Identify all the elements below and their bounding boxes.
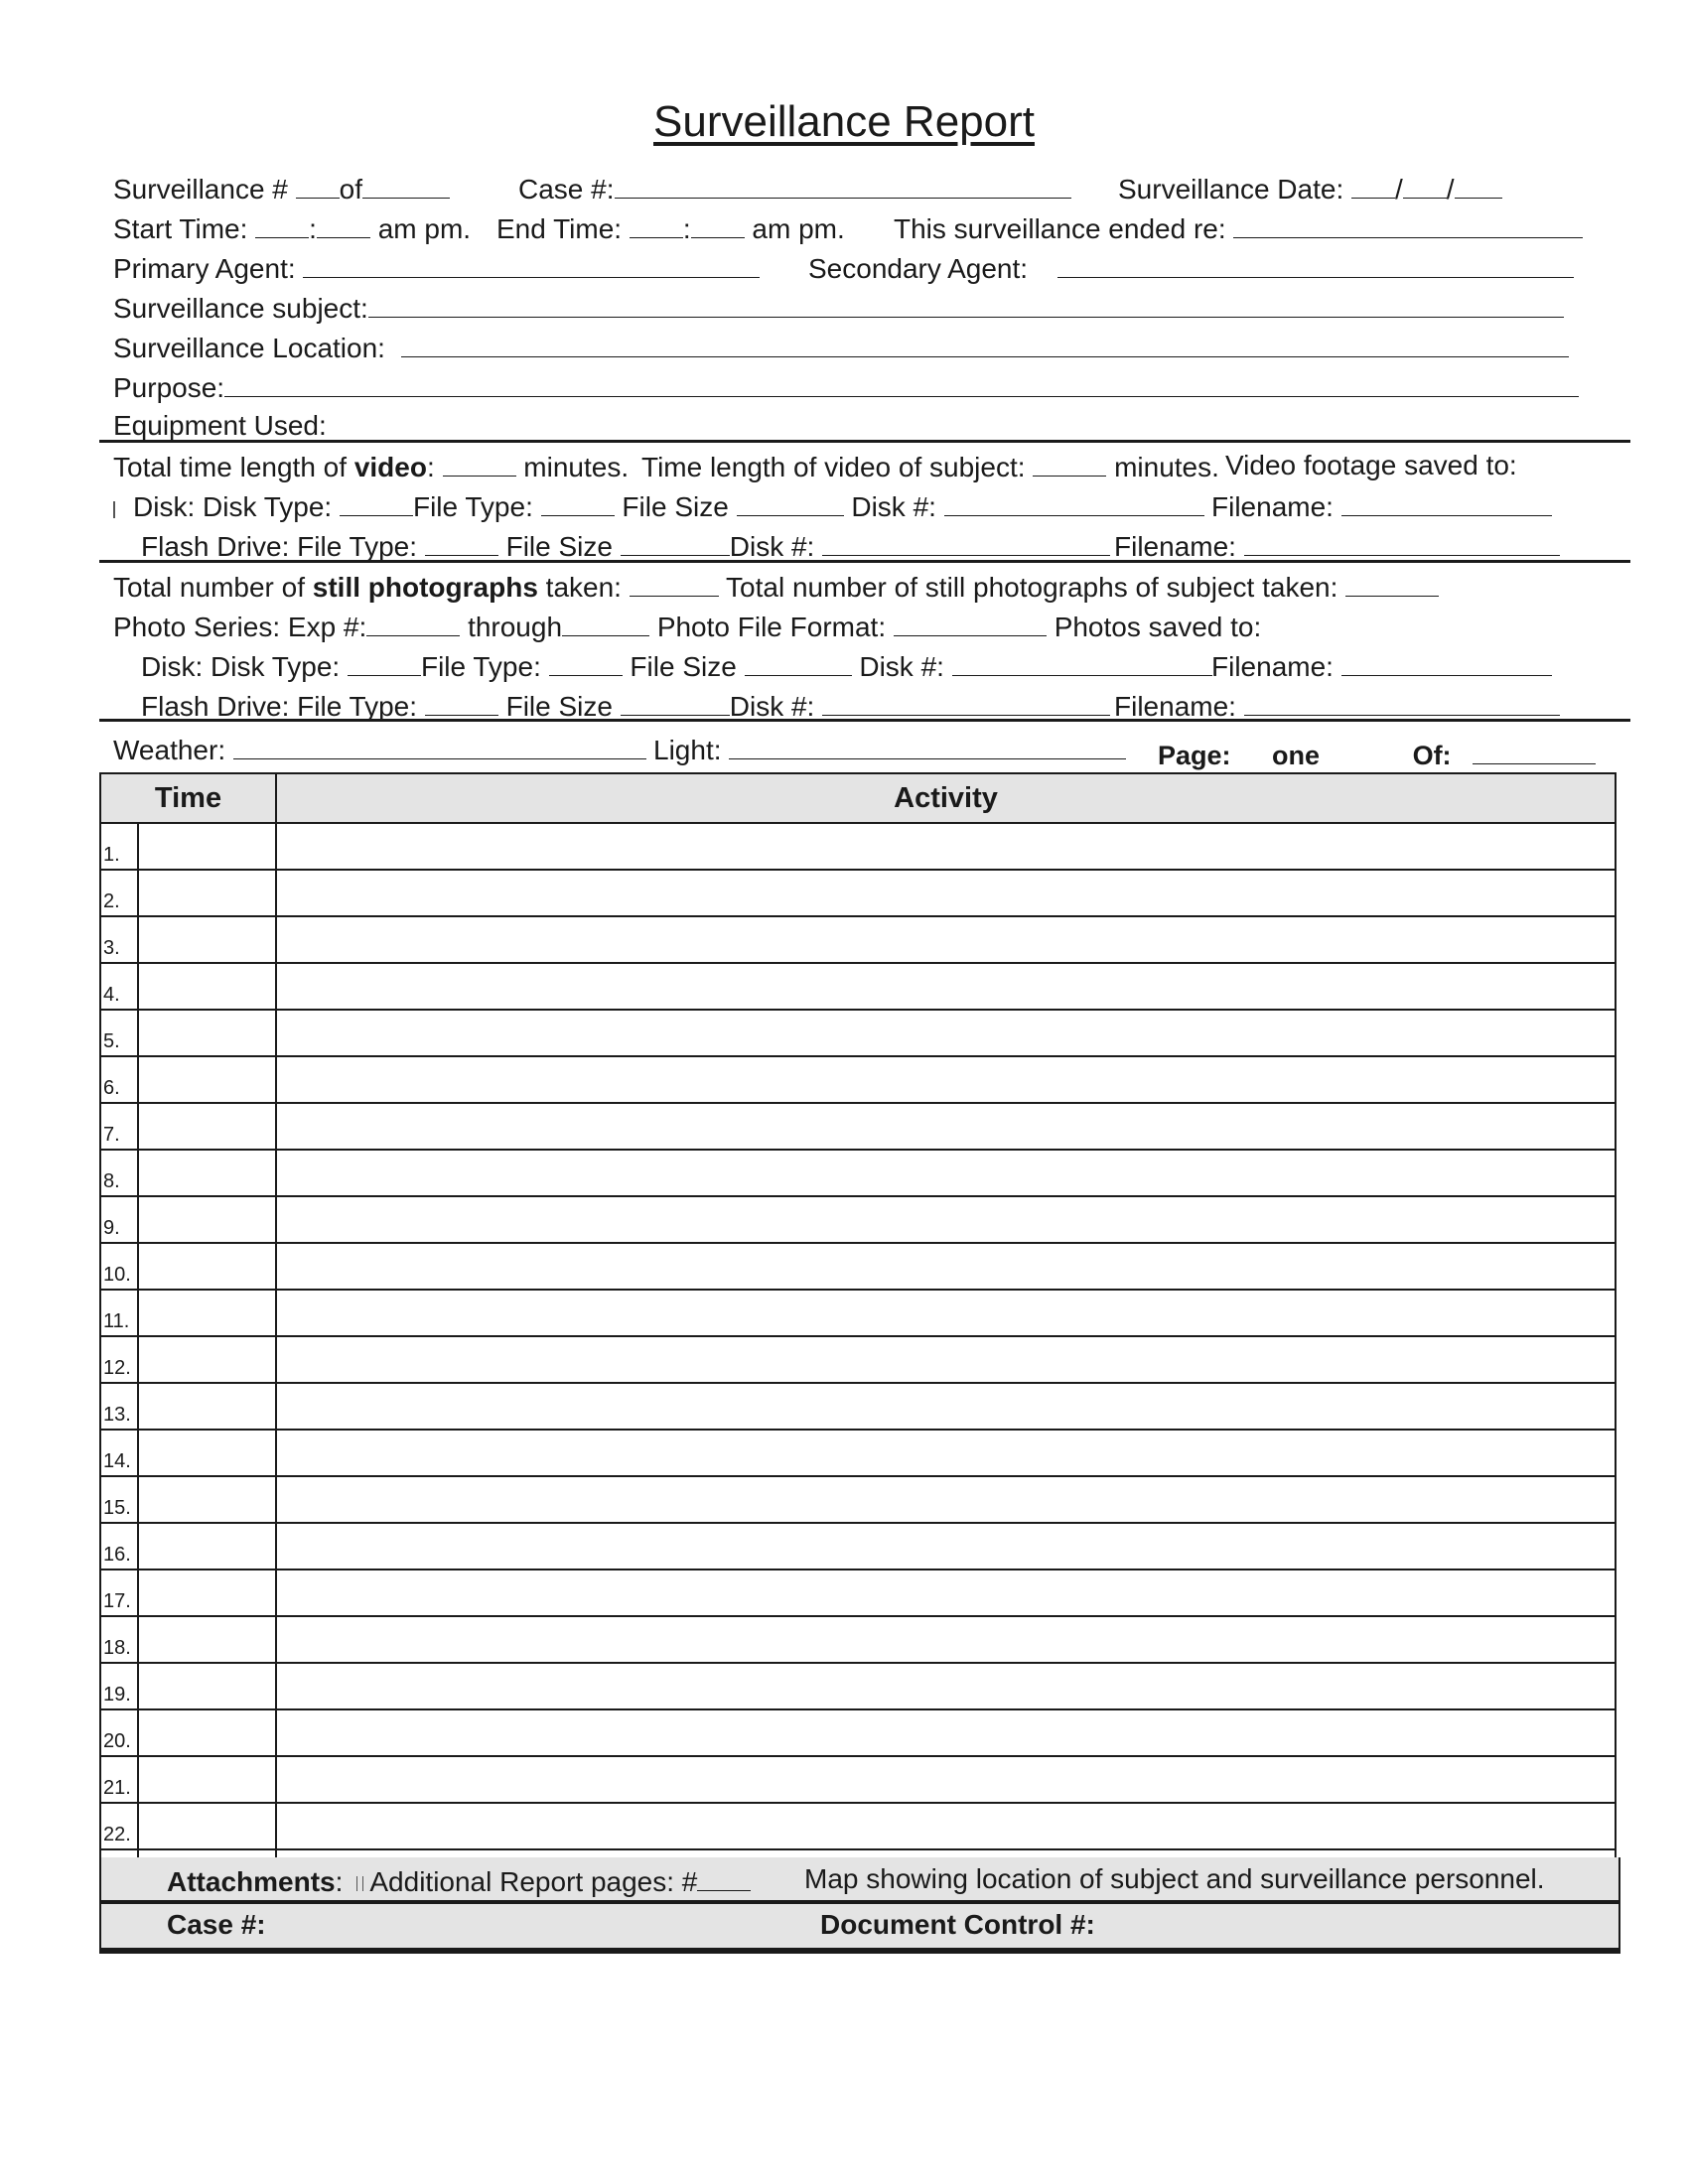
divider <box>99 719 1630 722</box>
attachments-colon: : <box>335 1866 344 1897</box>
footer-case-label: Case #: <box>167 1909 266 1940</box>
row-number: 9. <box>100 1196 138 1243</box>
table-row <box>100 1150 1616 1196</box>
activity-cell[interactable] <box>276 1430 1616 1476</box>
activity-cell[interactable] <box>276 1150 1616 1196</box>
video-flash-filename-field[interactable] <box>1244 528 1560 556</box>
end-minute-field[interactable] <box>691 210 745 238</box>
table-row <box>100 1010 1616 1056</box>
ended-re-field[interactable] <box>1233 210 1583 238</box>
time-cell[interactable] <box>138 1430 276 1476</box>
row-number: 17. <box>100 1570 138 1616</box>
row-number: 3. <box>100 916 138 963</box>
photo-flash-size-label: File Size <box>505 691 613 722</box>
activity-cell[interactable] <box>276 1103 1616 1150</box>
time-colon: : <box>309 213 317 244</box>
table-row <box>100 823 1616 870</box>
row-number: 16. <box>100 1523 138 1570</box>
photo-flash-filename-label: Filename: <box>1114 691 1236 722</box>
table-row <box>100 1523 1616 1570</box>
start-minute-field[interactable] <box>317 210 370 238</box>
surveillance-number-label: Surveillance # <box>113 174 288 205</box>
ended-re-label: This surveillance ended re: <box>894 213 1226 244</box>
photos-subject-field[interactable] <box>1345 569 1439 597</box>
video-bold-label: video <box>353 452 427 482</box>
page-label: Page: <box>1158 741 1231 770</box>
row-number: 2. <box>100 870 138 916</box>
time-colon: : <box>682 213 691 244</box>
photos-total-label: Total number of <box>113 572 313 603</box>
time-cell[interactable] <box>138 1196 276 1243</box>
photo-file-size-field[interactable] <box>745 648 852 676</box>
video-file-type-label: File Type: <box>412 491 533 522</box>
time-cell[interactable] <box>138 1756 276 1803</box>
time-cell[interactable] <box>138 823 276 870</box>
time-cell[interactable] <box>138 1150 276 1196</box>
table-row <box>100 1383 1616 1430</box>
activity-cell[interactable] <box>276 1523 1616 1570</box>
primary-agent-field[interactable] <box>303 250 760 278</box>
weather-label: Weather: <box>113 735 226 765</box>
time-cell[interactable] <box>138 1663 276 1709</box>
activity-cell[interactable] <box>276 1709 1616 1756</box>
photo-series-label: Photo Series: <box>113 612 281 642</box>
time-cell[interactable] <box>138 1103 276 1150</box>
row-number: 20. <box>100 1709 138 1756</box>
page-number-field[interactable]: one <box>1248 739 1395 773</box>
video-total-label: Total time length of <box>113 452 354 482</box>
row-number: 18. <box>100 1616 138 1663</box>
video-file-size-field[interactable] <box>737 488 844 516</box>
activity-table <box>99 772 1617 1897</box>
photo-exp-end-field[interactable] <box>562 609 649 636</box>
video-disk-num-field[interactable] <box>944 488 1204 516</box>
photo-disk-num-field[interactable] <box>952 648 1212 676</box>
end-hour-field[interactable] <box>630 210 683 238</box>
activity-cell[interactable] <box>276 1336 1616 1383</box>
row-number: 5. <box>100 1010 138 1056</box>
video-disk-type-field[interactable] <box>340 488 413 516</box>
video-filename-field[interactable] <box>1341 488 1552 516</box>
video-flash-label: Flash Drive: File Type: <box>141 531 418 562</box>
table-row <box>100 1430 1616 1476</box>
photo-disk-num-label: Disk #: <box>859 651 944 682</box>
photo-disk-type-field[interactable] <box>348 648 421 676</box>
subject-field[interactable] <box>368 290 1564 318</box>
surveillance-date-label: Surveillance Date: <box>1118 174 1344 205</box>
activity-cell[interactable] <box>276 1243 1616 1290</box>
table-header-row <box>100 773 1616 823</box>
time-cell[interactable] <box>138 1523 276 1570</box>
page-total-field[interactable] <box>1473 737 1596 764</box>
secondary-agent-field[interactable] <box>1057 250 1574 278</box>
time-cell[interactable] <box>138 1476 276 1523</box>
attachments-row <box>99 1857 1620 1902</box>
photo-format-label: Photo File Format: <box>656 612 887 642</box>
purpose-field[interactable] <box>224 369 1579 397</box>
video-file-size-label: File Size <box>622 491 729 522</box>
row-number: 15. <box>100 1476 138 1523</box>
table-row <box>100 1663 1616 1709</box>
video-flash-size-field[interactable] <box>621 528 730 556</box>
table-row <box>100 1290 1616 1336</box>
photo-disk-type-label: Disk: Disk Type: <box>141 651 341 682</box>
minutes-label: minutes. <box>1114 452 1219 482</box>
activity-cell[interactable] <box>276 1570 1616 1616</box>
video-flash-filename-label: Filename: <box>1114 531 1236 562</box>
location-field[interactable] <box>401 330 1569 357</box>
row-number: 21. <box>100 1756 138 1803</box>
weather-field[interactable] <box>233 732 646 759</box>
photos-subject-label: Total number of still photographs of subject taken: <box>726 572 1338 603</box>
photo-filename-field[interactable] <box>1341 648 1552 676</box>
time-cell[interactable] <box>138 1709 276 1756</box>
row-number: 6. <box>100 1056 138 1103</box>
time-cell[interactable] <box>138 1243 276 1290</box>
surveillance-number-field[interactable] <box>296 171 340 199</box>
row-number: 19. <box>100 1663 138 1709</box>
attachments-label: Attachments <box>167 1866 336 1897</box>
activity-cell[interactable] <box>276 1056 1616 1103</box>
table-row <box>100 1803 1616 1849</box>
date-separator: / <box>1446 174 1455 205</box>
video-total-minutes-field[interactable] <box>443 449 516 477</box>
time-cell[interactable] <box>138 870 276 916</box>
table-row <box>100 1243 1616 1290</box>
row-number: 22. <box>100 1803 138 1849</box>
activity-cell[interactable] <box>276 1803 1616 1849</box>
video-flash-type-field[interactable] <box>425 528 498 556</box>
time-cell[interactable] <box>138 1010 276 1056</box>
photos-total-field[interactable] <box>630 569 719 597</box>
photos-bold-label: still photographs <box>312 572 538 603</box>
photo-filename-label: Filename: <box>1211 651 1334 682</box>
control-row <box>99 1902 1620 1954</box>
photo-exp-start-field[interactable] <box>366 609 460 636</box>
photos-total-suffix: taken: <box>537 572 622 603</box>
purpose-label: Purpose: <box>113 372 225 403</box>
activity-cell[interactable] <box>276 1010 1616 1056</box>
time-cell[interactable] <box>138 1336 276 1383</box>
start-ampm[interactable]: am pm. <box>377 213 472 244</box>
table-row <box>100 1056 1616 1103</box>
activity-cell[interactable] <box>276 1756 1616 1803</box>
video-subject-minutes-field[interactable] <box>1033 449 1106 477</box>
photo-through-label: through <box>468 612 563 642</box>
video-filename-label: Filename: <box>1211 491 1334 522</box>
divider <box>99 560 1630 563</box>
table-row <box>100 1709 1616 1756</box>
date-month-field[interactable] <box>1351 171 1395 199</box>
map-attachment-label: Map showing location of subject and surveillance personnel. <box>804 1863 1545 1894</box>
date-day-field[interactable] <box>1403 171 1447 199</box>
activity-cell[interactable] <box>276 823 1616 870</box>
case-number-label: Case #: <box>518 174 615 205</box>
subject-label: Surveillance subject: <box>113 293 368 324</box>
page-of-label: Of: <box>1412 741 1452 770</box>
video-file-type-field[interactable] <box>541 488 615 516</box>
time-cell[interactable] <box>138 1803 276 1849</box>
additional-pages-field[interactable] <box>697 1863 751 1891</box>
video-disk-type-label: Disk: Disk Type: <box>133 491 333 522</box>
time-cell[interactable] <box>138 963 276 1010</box>
photo-exp-label: Exp #: <box>287 612 367 642</box>
primary-agent-label: Primary Agent: <box>113 253 296 284</box>
table-row <box>100 1570 1616 1616</box>
end-ampm[interactable]: am pm. <box>752 213 845 244</box>
video-subject-length-label: Time length of video of subject: <box>641 452 1026 482</box>
activity-cell[interactable] <box>276 1383 1616 1430</box>
time-cell[interactable] <box>138 916 276 963</box>
video-total-colon: : <box>426 452 435 482</box>
row-number: 11. <box>100 1290 138 1336</box>
activity-column-header: Activity <box>276 773 1616 823</box>
table-row <box>100 916 1616 963</box>
time-cell[interactable] <box>138 1570 276 1616</box>
table-row <box>100 1336 1616 1383</box>
photo-file-type-field[interactable] <box>549 648 623 676</box>
activity-cell[interactable] <box>276 1476 1616 1523</box>
table-row <box>100 1476 1616 1523</box>
table-row <box>100 1756 1616 1803</box>
table-row <box>100 1196 1616 1243</box>
table-row <box>100 1103 1616 1150</box>
light-label: Light: <box>653 735 722 765</box>
time-cell[interactable] <box>138 1383 276 1430</box>
document-control-label: Document Control #: <box>820 1909 1095 1940</box>
end-time-label: End Time: <box>496 213 623 244</box>
activity-cell[interactable] <box>276 1196 1616 1243</box>
page-title: Surveillance Report <box>653 97 1035 146</box>
disk-checkbox-icon[interactable] <box>113 501 115 518</box>
photo-flash-type-field[interactable] <box>425 688 498 716</box>
photos-saved-to-label: Photos saved to: <box>1054 612 1262 642</box>
date-year-field[interactable] <box>1455 171 1502 199</box>
activity-cell[interactable] <box>276 1616 1616 1663</box>
time-cell[interactable] <box>138 1056 276 1103</box>
photo-flash-filename-field[interactable] <box>1244 688 1560 716</box>
equipment-label: Equipment Used: <box>113 410 327 441</box>
activity-cell[interactable] <box>276 963 1616 1010</box>
video-disk-num-label: Disk #: <box>851 491 936 522</box>
activity-cell[interactable] <box>276 916 1616 963</box>
time-column-header: Time <box>100 773 276 823</box>
start-hour-field[interactable] <box>255 210 309 238</box>
date-separator: / <box>1395 174 1403 205</box>
activity-cell[interactable] <box>276 1663 1616 1709</box>
location-label: Surveillance Location: <box>113 333 385 363</box>
row-number: 1. <box>100 823 138 870</box>
surveillance-total-field[interactable] <box>362 171 450 199</box>
row-number: 14. <box>100 1430 138 1476</box>
checkbox-icon[interactable] <box>356 1876 363 1891</box>
photo-flash-disk-field[interactable] <box>822 688 1110 716</box>
photo-flash-size-field[interactable] <box>621 688 730 716</box>
time-cell[interactable] <box>138 1616 276 1663</box>
case-number-field[interactable] <box>615 171 1071 199</box>
activity-cell[interactable] <box>276 1290 1616 1336</box>
additional-pages-label: Additional Report pages: # <box>369 1866 698 1897</box>
video-flash-disk-field[interactable] <box>822 528 1110 556</box>
video-flash-size-label: File Size <box>505 531 613 562</box>
activity-table-body <box>100 823 1616 1896</box>
photo-flash-disk-label: Disk #: <box>729 691 815 722</box>
row-number: 13. <box>100 1383 138 1430</box>
time-cell[interactable] <box>138 1290 276 1336</box>
table-row <box>100 870 1616 916</box>
secondary-agent-label: Secondary Agent: <box>808 253 1029 284</box>
video-flash-disk-label: Disk #: <box>729 531 815 562</box>
row-number: 10. <box>100 1243 138 1290</box>
row-number: 8. <box>100 1150 138 1196</box>
activity-cell[interactable] <box>276 870 1616 916</box>
divider <box>99 440 1630 443</box>
start-time-label: Start Time: <box>113 213 248 244</box>
photo-file-size-label: File Size <box>630 651 737 682</box>
table-row <box>100 963 1616 1010</box>
row-number: 4. <box>100 963 138 1010</box>
row-number: 7. <box>100 1103 138 1150</box>
minutes-label: minutes. <box>523 452 630 482</box>
photo-file-type-label: File Type: <box>420 651 541 682</box>
of-label: of <box>339 174 363 205</box>
photo-flash-label: Flash Drive: File Type: <box>141 691 418 722</box>
activity-log <box>99 772 1617 1897</box>
photo-format-field[interactable] <box>894 609 1047 636</box>
video-saved-to-label: Video footage saved to: <box>1225 450 1517 480</box>
light-field[interactable] <box>729 732 1126 759</box>
table-row <box>100 1616 1616 1663</box>
row-number: 12. <box>100 1336 138 1383</box>
